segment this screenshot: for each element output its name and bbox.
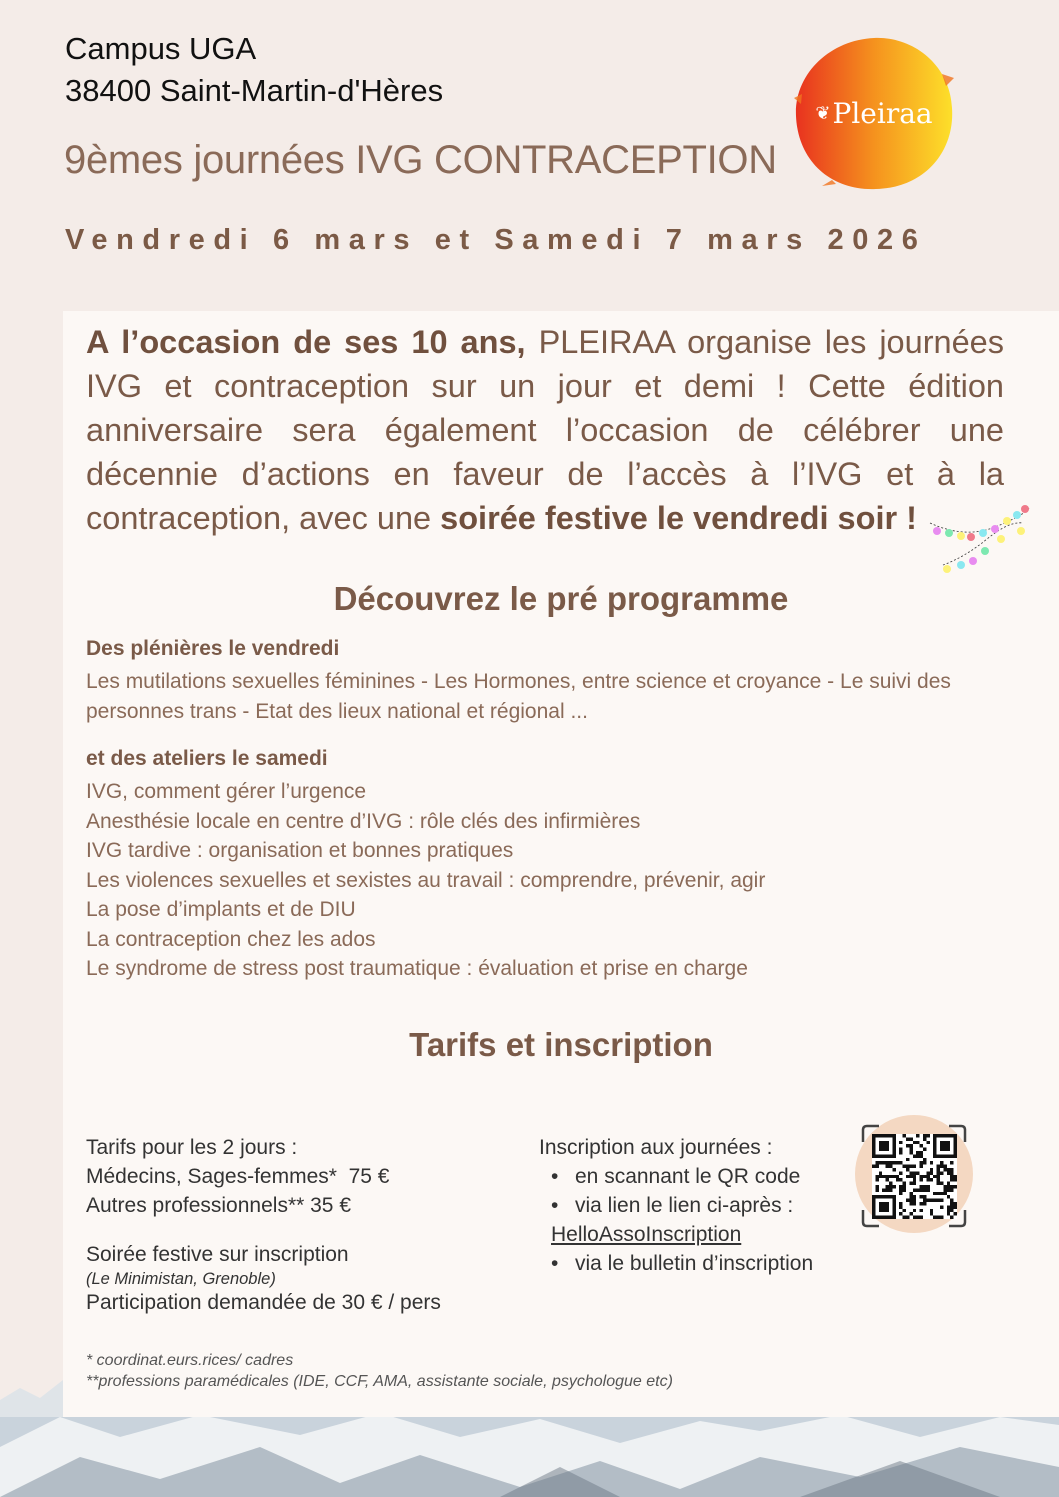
- string-lights-icon: [925, 505, 1035, 575]
- atelier-item: La pose d’implants et de DIU: [86, 898, 356, 921]
- tarifs-title: Tarifs et inscription: [409, 1026, 713, 1063]
- soiree-price: Participation demandée de 30 € / pers: [86, 1291, 441, 1314]
- inscription-item-link: • via lien le lien ci-après :: [575, 1191, 813, 1220]
- soiree-venue: (Le Minimistan, Grenoble): [86, 1270, 276, 1288]
- qr-code-icon[interactable]: [872, 1134, 957, 1219]
- atelier-item: Anesthésie locale en centre d’IVG : rôle clés des infirmières: [86, 809, 641, 833]
- address: [65, 28, 443, 112]
- tree-icon: ❦: [815, 102, 831, 124]
- footnote-1: * coordinat.eurs.rices/ cadres: [86, 1352, 294, 1369]
- atelier-item: Les violences sexuelles et sexistes au travail : comprendre, prévenir, agir: [86, 868, 766, 892]
- ateliers-list: [86, 777, 1021, 984]
- soiree-label: Soirée festive sur inscription: [86, 1243, 349, 1266]
- address-line-1: Campus UGA: [65, 31, 257, 66]
- programme-title: Découvrez le pré programme: [333, 580, 789, 617]
- intro-bold-lead: A l’occasion de ses 10 ans,: [86, 324, 526, 360]
- mountain-left-edge: [0, 1370, 63, 1417]
- atelier-item: IVG, comment gérer l’urgence: [86, 780, 367, 803]
- inscription-label: Inscription aux journées :: [539, 1136, 773, 1159]
- event-title: 9èmes journées IVG CONTRACEPTION: [64, 138, 777, 182]
- inscription-item-bulletin: • via le bulletin d’inscription: [575, 1249, 813, 1278]
- pleiraa-logo: [792, 34, 956, 192]
- footnotes: [86, 1350, 673, 1392]
- atelier-item: La contraception chez les ados: [86, 927, 376, 951]
- plenieres-text: Les mutilations sexuelles féminines - Les Hormones, entre science et croyance - Le suivi des personnes trans - Etat des lieux national et régional ...: [86, 670, 951, 723]
- plenieres-heading: Des plénières le vendredi: [86, 637, 340, 660]
- tarif-autres: Autres professionnels** 35 €: [86, 1194, 351, 1217]
- inscription-list-2: [539, 1249, 813, 1278]
- atelier-item: Le syndrome de stress post traumatique : évaluation et prise en charge: [86, 957, 748, 980]
- tarifs-intro: Tarifs pour les 2 jours :: [86, 1136, 298, 1159]
- inscription-block: [539, 1133, 813, 1278]
- intro-paragraph: [86, 320, 1004, 540]
- logo-text: ❦ Pleiraa: [815, 96, 933, 130]
- footnote-2: **professions paramédicales (IDE, CCF, AMA, assistante sociale, psychologue etc): [86, 1373, 673, 1390]
- helloasso-link[interactable]: HelloAssoInscription: [551, 1223, 742, 1246]
- mountain-landscape-image: [0, 1417, 1059, 1497]
- event-dates: Vendredi 6 mars et Samedi 7 mars 2026: [65, 224, 927, 256]
- intro-text: PLEIRAA organise les journées IVG et contraception sur un jour et demi ! Cette édition anniversaire sera également l’occasion de célébrer une décennie d’actions en faveur de l’accès à l’IVG et à la contraception, avec une: [86, 324, 1004, 536]
- address-line-2: 38400 Saint-Martin-d'Hères: [65, 73, 444, 108]
- atelier-item: IVG tardive : organisation et bonnes pratiques: [86, 839, 514, 862]
- tarif-medecins: Médecins, Sages-femmes* 75 €: [86, 1165, 390, 1188]
- intro-bold-end: soirée festive le vendredi soir !: [440, 500, 917, 536]
- ateliers-heading: et des ateliers le samedi: [86, 747, 328, 770]
- soiree-block: [86, 1242, 441, 1316]
- tarifs-block: [86, 1133, 389, 1220]
- inscription-item-qr: • en scannant le QR code: [575, 1162, 813, 1191]
- inscription-list: [539, 1162, 813, 1220]
